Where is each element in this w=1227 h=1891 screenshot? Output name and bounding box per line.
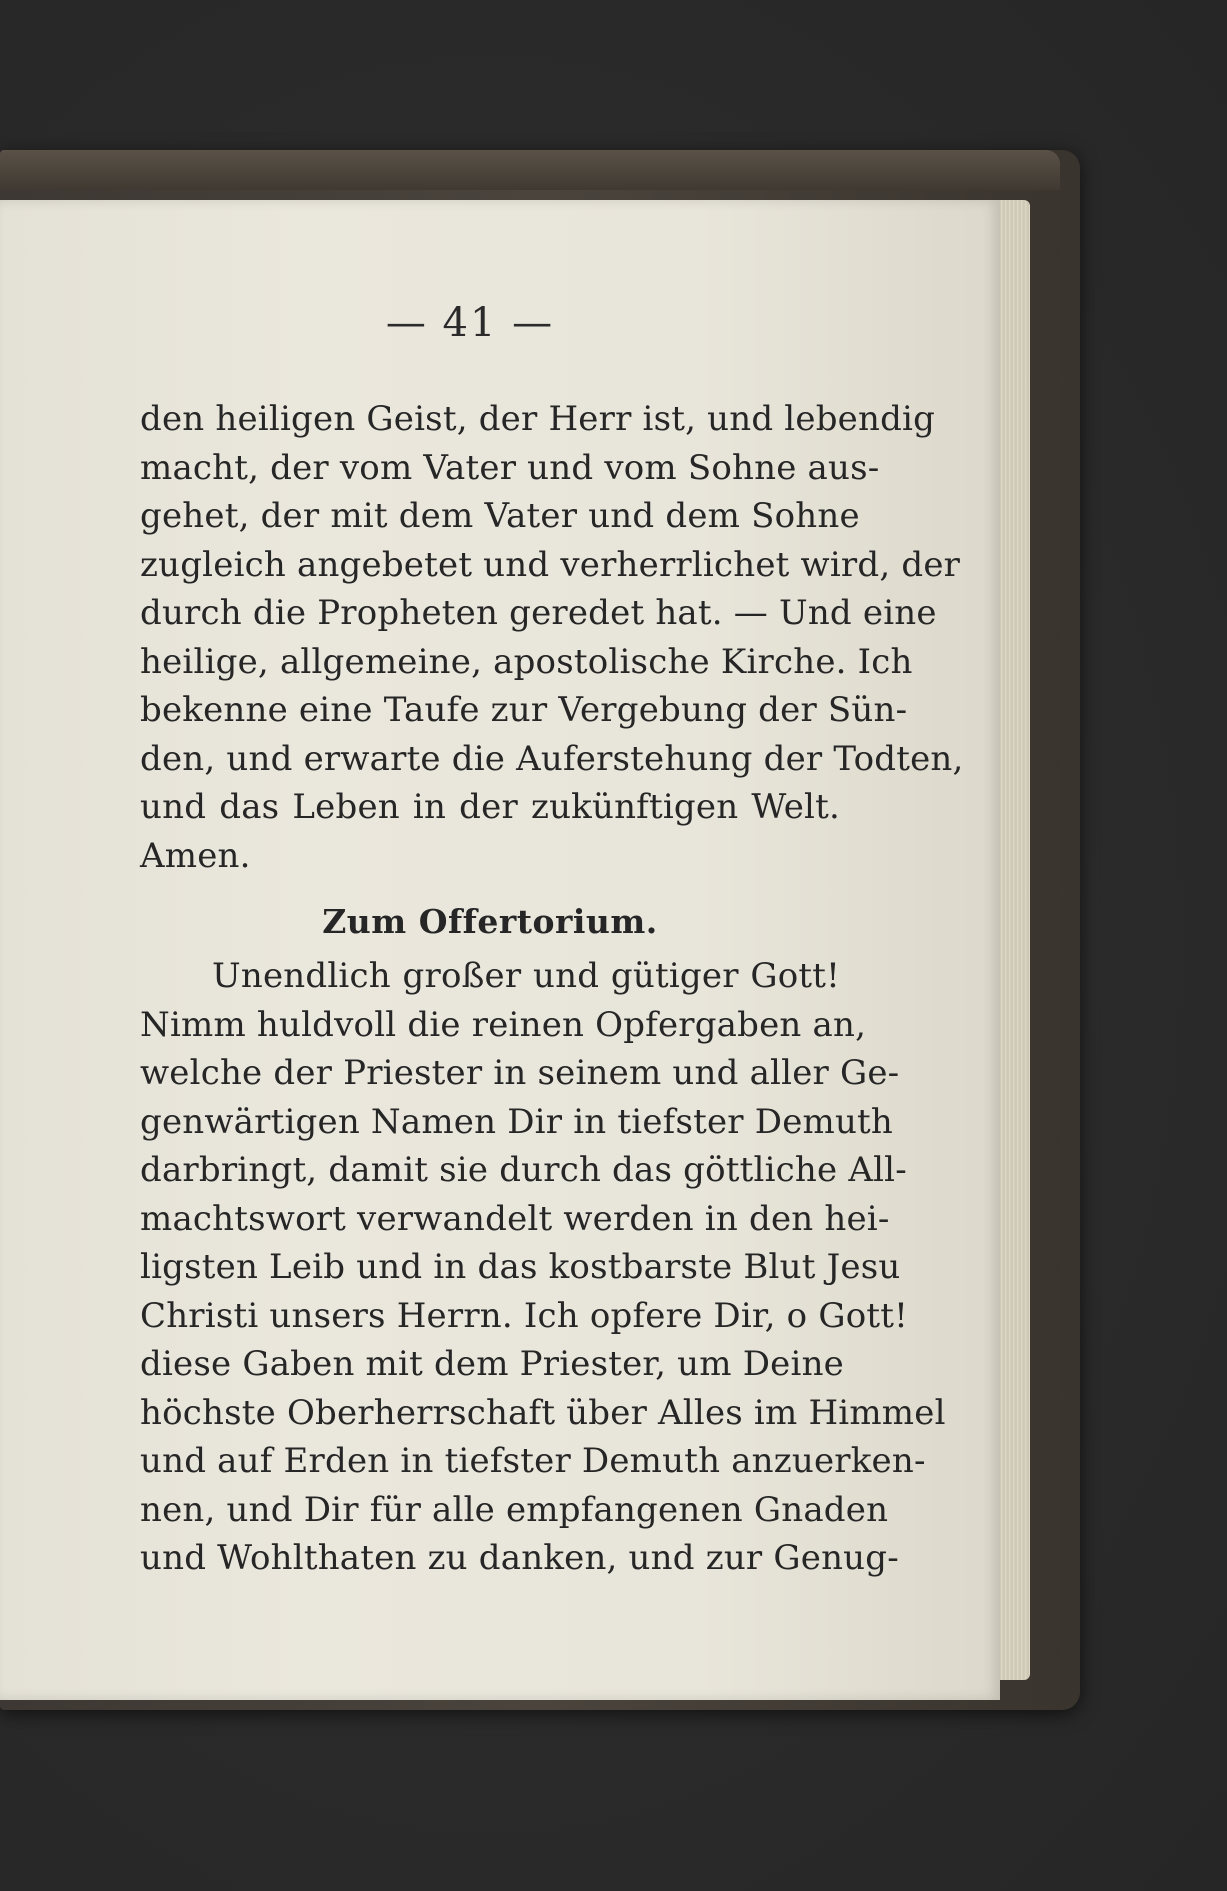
text-line: Amen. (140, 835, 251, 876)
text-line: Unendlich großer und gütiger Gott! (212, 956, 840, 996)
text-line: macht, der vom Vater und vom Sohne aus- (140, 447, 880, 488)
text-line: zugleich angebetet und verherrlichet wird, der (140, 544, 961, 585)
text-line: durch die Propheten geredet hat. — Und eine (140, 593, 937, 633)
text-line: den, und erwarte die Auferstehung der Todten, (140, 738, 964, 779)
text-line: heilige, allgemeine, apostolische Kirche. Ich (140, 641, 913, 682)
book-cover-top-edge (0, 150, 1060, 190)
text-line: nen, und Dir für alle empfangenen Gnaden (140, 1489, 889, 1530)
text-line: und auf Erden in tiefster Demuth anzuerken- (140, 1441, 926, 1481)
text-line: bekenne eine Taufe zur Vergebung der Sün- (140, 690, 908, 730)
text-line: Christi unsers Herrn. Ich opfere Dir, o Gott! (140, 1295, 908, 1336)
text-line: Nimm huldvoll die reinen Opfergaben an, (140, 1004, 867, 1045)
page-number: — 41 — (385, 300, 555, 346)
page-text (140, 395, 964, 1583)
text-line: den heiligen Geist, der Herr ist, und lebendig (140, 399, 936, 439)
text-line: höchste Oberherrschaft über Alles im Himmel (140, 1392, 946, 1433)
text-line: darbringt, damit sie durch das göttliche All- (140, 1150, 907, 1190)
text-line: genwärtigen Namen Dir in tiefster Demuth (140, 1101, 894, 1142)
text-line: und das Leben in der zukünftigen Welt. (140, 787, 840, 827)
text-line: gehet, der mit dem Vater und dem Sohne (140, 496, 860, 536)
text-line: ligsten Leib und in das kostbarste Blut Jesu (140, 1247, 901, 1287)
section-heading: Zum Offertorium. (322, 902, 658, 941)
text-line: und Wohlthaten zu danken, und zur Genug- (140, 1538, 899, 1578)
text-line: diese Gaben mit dem Priester, um Deine (140, 1344, 844, 1384)
text-line: machtswort verwandelt werden in den hei- (140, 1198, 890, 1239)
text-line: welche der Priester in seinem und aller Ge- (140, 1053, 900, 1093)
